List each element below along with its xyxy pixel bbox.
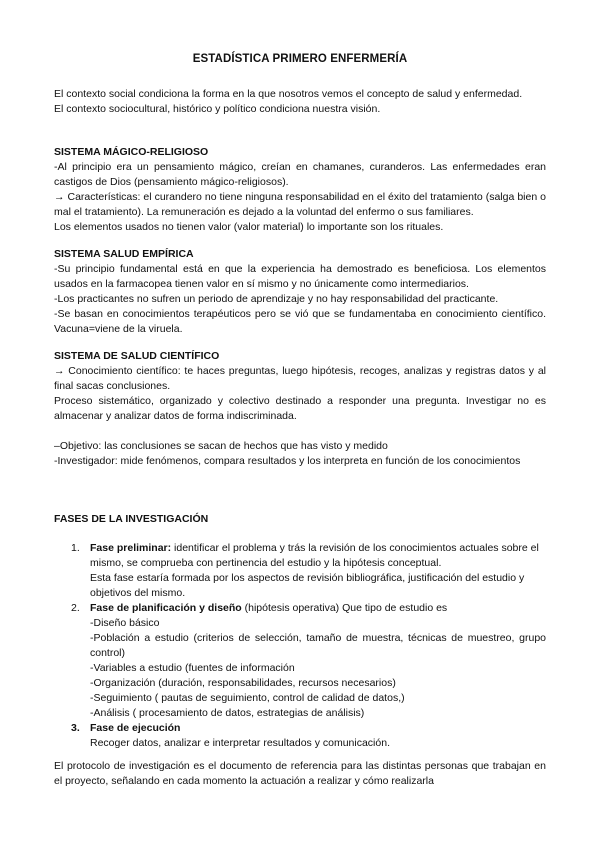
magico-section <box>54 145 546 235</box>
fase-extra: Recoger datos, analizar e interpretar resultados y comunicación. <box>90 737 390 749</box>
fase-label: Fase preliminar: <box>90 542 172 554</box>
fase-extra: Esta fase estaría formada por los aspectos de revisión bibliográfica, justificación del estudio y objetivos del mismo. <box>90 572 525 599</box>
fase-text: identificar el problema y trás la revisión de los conocimientos actuales sobre el mismo, se comprueba con pertinencia del estudio y la hipótesis conceptual. <box>90 542 539 569</box>
fase-sub-item: -Diseño básico <box>90 617 160 629</box>
cientifico-heading: SISTEMA DE SALUD CIENTÍFICO <box>54 350 220 362</box>
empirica-paragraph-3: -Se basan en conocimientos terapéuticos pero se vió que se fundamentaba en conocimiento científico. Vacuna=viene de la viruela. <box>54 308 546 335</box>
magico-paragraph-3: Los elementos usados no tienen valor (valor material) lo importante son los rituales. <box>54 221 444 233</box>
empirica-paragraph-1: -Su principio fundamental está en que la experiencia ha demostrado es beneficiosa. Los elementos usados en la farmacopea tienen valor en sí mismo y no únicamente como intermediarios. <box>54 263 546 290</box>
fase-number: 3. <box>71 722 80 734</box>
closing-paragraph: El protocolo de investigación es el documento de referencia para las distintas personas que trabajan en el proyecto, señalando en cada momento la actuación a realizar y cómo realizarla <box>54 760 546 787</box>
cientifico-paragraph-3: –Objetivo: las conclusiones se sacan de hechos que has visto y medido <box>54 440 388 452</box>
fase-sub-item: -Análisis ( procesamiento de datos, estrategias de análisis) <box>90 707 365 719</box>
fase-sub-item: -Variables a estudio (fuentes de información <box>90 662 295 674</box>
fases-heading: FASES DE LA INVESTIGACIÓN <box>54 513 209 525</box>
magico-paragraph-1: -Al principio era un pensamiento mágico, creían en chamanes, curanderos. Las enfermedades eran castigos de Dios (pensamiento mágico-religiosos). <box>54 161 546 188</box>
empirica-section <box>54 247 546 337</box>
intro-paragraph-1: El contexto social condiciona la forma en la que nosotros vemos el concepto de salud y enfermedad. <box>54 88 523 100</box>
document-title: ESTADÍSTICA PRIMERO ENFERMERÍA <box>192 53 408 65</box>
cientifico-section <box>54 349 546 469</box>
fase-text: (hipótesis operativa) Que tipo de estudio es <box>241 602 448 614</box>
fase-sub-item: -Población a estudio (criterios de selección, tamaño de muestra, técnicas de muestreo, grupo control) <box>90 632 546 659</box>
fase-sub-item: -Organización (duración, responsabilidades, recursos necesarios) <box>90 677 396 689</box>
fase-item-2 <box>54 601 546 721</box>
fase-label: Fase de planificación y diseño <box>90 602 242 614</box>
fase-label: Fase de ejecución <box>90 722 181 734</box>
fase-number: 2. <box>71 602 80 614</box>
fase-number: 1. <box>71 542 80 554</box>
fase-item-3 <box>54 721 546 751</box>
closing-section <box>54 759 546 789</box>
empirica-paragraph-2: -Los practicantes no sufren un periodo de aprendizaje y no hay responsabilidad del practicante. <box>54 293 499 305</box>
magico-heading: SISTEMA MÁGICO-RELIGIOSO <box>54 146 209 158</box>
fase-sub-item: -Seguimiento ( pautas de seguimiento, control de calidad de datos,) <box>90 692 405 704</box>
fase-item-1 <box>54 541 546 601</box>
intro-paragraph-2: El contexto sociocultural, histórico y político condiciona nuestra visión. <box>54 103 381 115</box>
cientifico-paragraph-4: -Investigador: mide fenómenos, compara resultados y los interpreta en función de los conocimientos <box>54 455 521 467</box>
fases-list <box>54 541 546 751</box>
empirica-heading: SISTEMA SALUD EMPÍRICA <box>54 248 194 260</box>
cientifico-paragraph-1: → Conocimiento científico: te haces preguntas, luego hipótesis, recoges, analizas y registras datos y al final sacas conclusiones. <box>54 365 546 392</box>
intro-section <box>54 87 546 117</box>
magico-paragraph-2: → Características: el curandero no tiene ninguna responsabilidad en el éxito del tratamiento (salga bien o mal el tratamiento). La remuneración es dejado a la voluntad del enfermo o sus familiares. <box>54 191 546 218</box>
fases-section <box>54 512 546 527</box>
cientifico-paragraph-2: Proceso sistemático, organizado y colectivo destinado a responder una pregunta. Investigar no es almacenar y analizar datos de forma indiscriminada. <box>54 395 546 422</box>
